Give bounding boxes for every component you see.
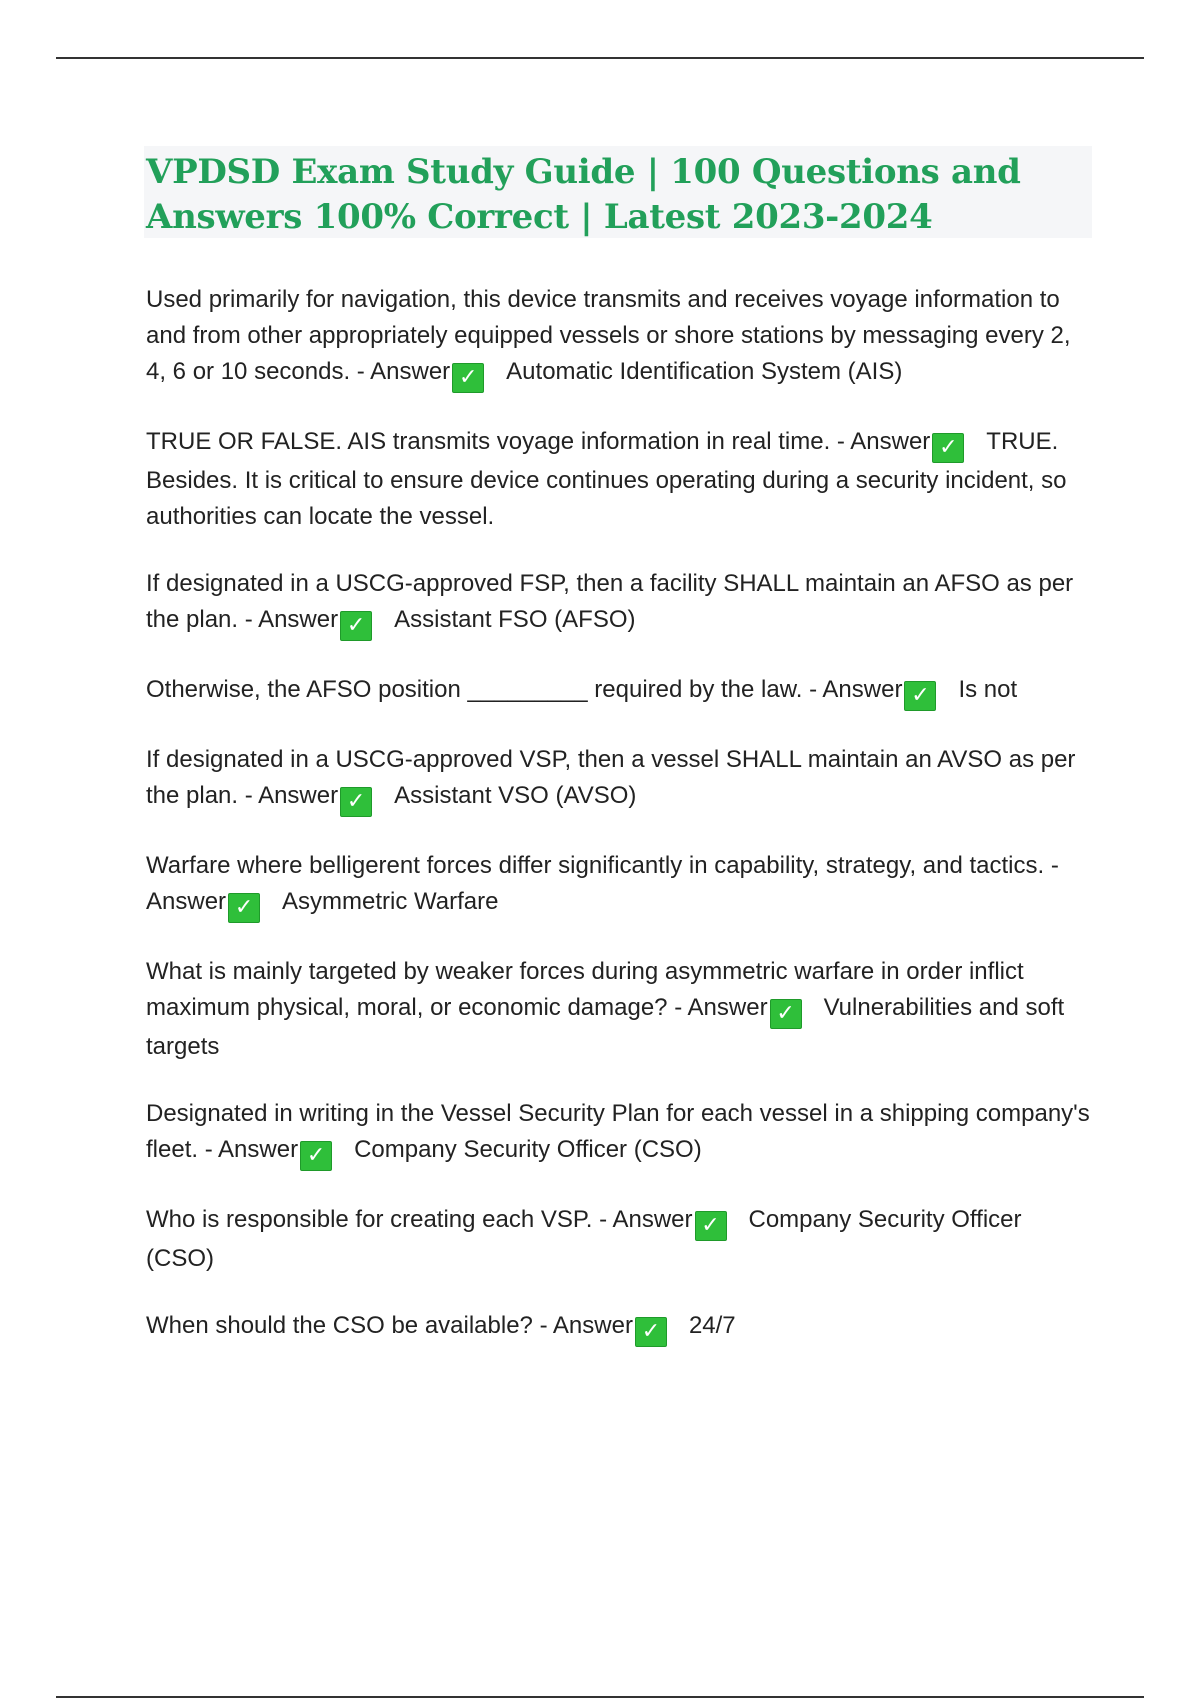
answer-text: Company Security Officer (CSO) xyxy=(354,1136,702,1163)
answer-text: Is not xyxy=(958,676,1018,703)
qa-item xyxy=(146,1202,1096,1277)
check-mark-icon: ✓ xyxy=(228,893,260,923)
qa-item xyxy=(146,672,1096,711)
qa-list xyxy=(146,282,1096,1378)
qa-item xyxy=(146,424,1096,535)
question-text: Designated in writing in the Vessel Security Plan for each vessel in a shipping company's fleet. - Answer xyxy=(146,1100,1090,1163)
top-rule xyxy=(56,57,1144,59)
qa-item xyxy=(146,742,1096,817)
qa-item xyxy=(146,566,1096,641)
question-text: Otherwise, the AFSO position _________ required by the law. - Answer xyxy=(146,676,903,703)
question-text: Used primarily for navigation, this device transmits and receives voyage information to and from other appropriately equipped vessels or shore stations by messaging every 2, 4, 6 or 10 seconds. - Answer xyxy=(146,286,1071,385)
question-text: Who is responsible for creating each VSP. - Answer xyxy=(146,1206,693,1233)
qa-item xyxy=(146,1308,1096,1347)
answer-text: Company Security Officer (CSO) xyxy=(146,1206,1022,1272)
check-mark-icon: ✓ xyxy=(770,999,802,1029)
title-banner xyxy=(144,146,1092,238)
check-mark-icon: ✓ xyxy=(932,433,964,463)
answer-text: Automatic Identification System (AIS) xyxy=(506,358,903,385)
qa-item xyxy=(146,282,1096,393)
answer-text: 24/7 xyxy=(688,1312,736,1339)
document-title: VPDSD Exam Study Guide | 100 Questions and Answers 100% Correct | Latest 2023-2024 xyxy=(146,152,1021,237)
question-text: If designated in a USCG-approved VSP, then a vessel SHALL maintain an AVSO as per the plan. - Answer xyxy=(146,746,1076,809)
check-mark-icon: ✓ xyxy=(340,611,372,641)
bottom-rule xyxy=(56,1696,1144,1698)
qa-item xyxy=(146,848,1096,923)
answer-text: Assistant FSO (AFSO) xyxy=(394,606,636,633)
question-text: What is mainly targeted by weaker forces during asymmetric warfare in order inflict maximum physical, moral, or economic damage? - Answer xyxy=(146,958,1024,1021)
qa-item xyxy=(146,1096,1096,1171)
check-mark-icon: ✓ xyxy=(904,681,936,711)
answer-text: Assistant VSO (AVSO) xyxy=(394,782,637,809)
question-text: TRUE OR FALSE. AIS transmits voyage information in real time. - Answer xyxy=(146,428,931,455)
answer-text: Asymmetric Warfare xyxy=(282,888,499,915)
question-text: When should the CSO be available? - Answer xyxy=(146,1312,633,1339)
qa-item xyxy=(146,954,1096,1065)
check-mark-icon: ✓ xyxy=(340,787,372,817)
answer-text: Vulnerabilities and soft targets xyxy=(146,994,1065,1060)
question-text: If designated in a USCG-approved FSP, then a facility SHALL maintain an AFSO as per the plan. - Answer xyxy=(146,570,1074,633)
question-text: Warfare where belligerent forces differ significantly in capability, strategy, and tactics. - Answer xyxy=(146,852,1059,915)
check-mark-icon: ✓ xyxy=(635,1317,667,1347)
check-mark-icon: ✓ xyxy=(300,1141,332,1171)
answer-text: TRUE. Besides. It is critical to ensure device continues operating during a security incident, so authorities can locate the vessel. xyxy=(146,428,1067,530)
check-mark-icon: ✓ xyxy=(452,363,484,393)
check-mark-icon: ✓ xyxy=(695,1211,727,1241)
